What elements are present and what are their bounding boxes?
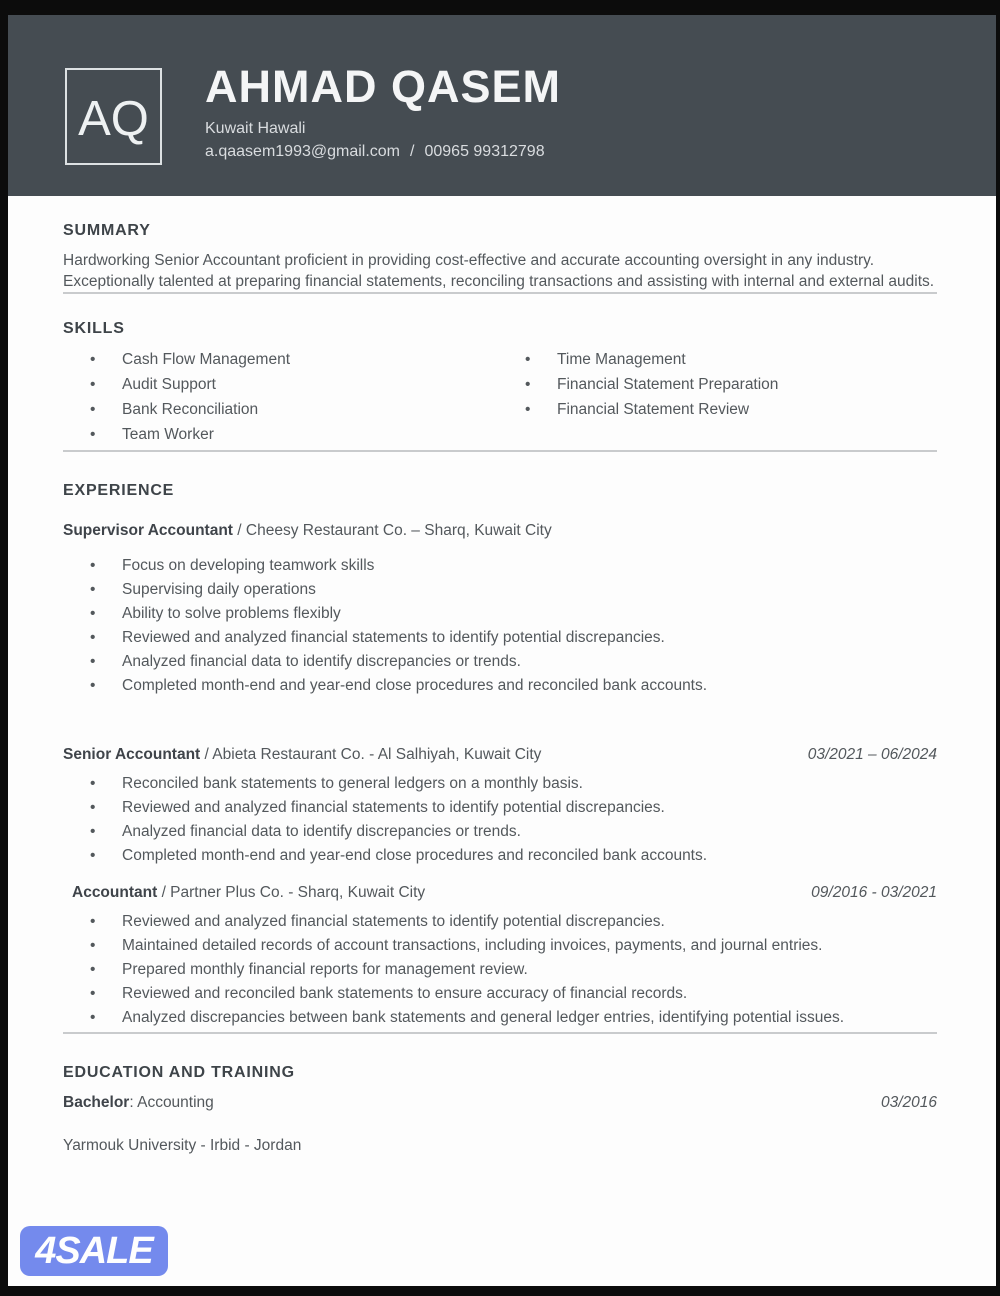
job-bullet: • Reconciled bank statements to general ledgers on a monthly basis. bbox=[63, 774, 937, 794]
skill-item: • Cash Flow Management bbox=[63, 350, 498, 370]
job-title-text bbox=[63, 746, 541, 764]
job-bullet: • Reviewed and analyzed financial statements to identify potential discrepancies. bbox=[63, 798, 937, 818]
degree-name: Bachelor bbox=[63, 1094, 130, 1111]
skills-columns bbox=[63, 350, 937, 450]
job-title-text bbox=[72, 884, 425, 902]
experience-section bbox=[63, 452, 937, 1028]
person-name: AHMAD QASEM bbox=[205, 61, 561, 112]
job-title-line bbox=[63, 746, 937, 764]
person-location: Kuwait Hawali bbox=[205, 120, 306, 137]
resume-body bbox=[8, 196, 996, 1155]
job-bullet: • Reviewed and reconciled bank statements to ensure accuracy of financial records. bbox=[63, 984, 937, 1004]
resume-header bbox=[8, 15, 996, 196]
education-section bbox=[63, 1034, 937, 1155]
job-title-line bbox=[63, 884, 937, 902]
job-title-text bbox=[63, 522, 552, 540]
job-company: / Cheesy Restaurant Co. – Sharq, Kuwait City bbox=[237, 522, 552, 539]
skill-item: • Audit Support bbox=[63, 375, 498, 395]
phone-text: 00965 99312798 bbox=[424, 143, 545, 160]
email-text: a.qaasem1993@gmail.com bbox=[205, 143, 401, 160]
monogram-initials: AQ bbox=[78, 91, 149, 146]
job-dates: 03/2021 – 06/2024 bbox=[807, 746, 937, 763]
job-bullet-list bbox=[63, 774, 937, 866]
job-title: Supervisor Accountant bbox=[63, 522, 233, 539]
experience-heading: EXPERIENCE bbox=[63, 482, 175, 499]
skills-right-column bbox=[498, 350, 937, 450]
skills-heading: SKILLS bbox=[63, 320, 125, 337]
contact-separator: / bbox=[410, 143, 415, 160]
job-bullet-list bbox=[63, 912, 937, 1028]
job-bullet: • Supervising daily operations bbox=[63, 580, 937, 600]
job-bullet: • Ability to solve problems flexibly bbox=[63, 604, 937, 624]
job-company: / Abieta Restaurant Co. - Al Salhiyah, Kuwait City bbox=[204, 746, 542, 763]
education-school: Yarmouk University - Irbid - Jordan bbox=[63, 1137, 302, 1154]
monogram-badge bbox=[65, 68, 162, 165]
header-text-block bbox=[205, 61, 561, 161]
job-title: Accountant bbox=[72, 884, 158, 901]
experience-job bbox=[63, 522, 937, 696]
job-dates: 09/2016 - 03/2021 bbox=[811, 884, 937, 901]
job-bullet: • Analyzed discrepancies between bank statements and general ledger entries, identifying potential issues. bbox=[63, 1008, 937, 1028]
education-date: 03/2016 bbox=[880, 1094, 937, 1111]
education-degree-text bbox=[63, 1094, 214, 1112]
job-bullet: • Focus on developing teamwork skills bbox=[63, 556, 937, 576]
skill-item: • Financial Statement Review bbox=[498, 400, 937, 420]
skill-item: • Time Management bbox=[498, 350, 937, 370]
job-bullet: • Maintained detailed records of account transactions, including invoices, payments, and journal entries. bbox=[63, 936, 937, 956]
skill-item: • Team Worker bbox=[63, 425, 498, 445]
skill-item: • Bank Reconciliation bbox=[63, 400, 498, 420]
job-title-line bbox=[63, 522, 937, 540]
summary-heading: SUMMARY bbox=[63, 222, 151, 239]
job-bullet: • Prepared monthly financial reports for management review. bbox=[63, 960, 937, 980]
watermark-4sale-badge bbox=[20, 1226, 168, 1276]
job-bullet: • Completed month-end and year-end close procedures and reconciled bank accounts. bbox=[63, 676, 937, 696]
summary-text: Hardworking Senior Accountant proficient in providing cost-effective and accurate accounting oversight in any industry. Exceptionally talented at preparing financial statements, reconciling transactions and assisting with internal and external audits. bbox=[63, 252, 935, 290]
job-bullet: • Reviewed and analyzed financial statements to identify potential discrepancies. bbox=[63, 628, 937, 648]
experience-job bbox=[63, 884, 937, 1028]
person-contact bbox=[205, 143, 561, 161]
job-bullet: • Analyzed financial data to identify discrepancies or trends. bbox=[63, 822, 937, 842]
job-bullet: • Analyzed financial data to identify discrepancies or trends. bbox=[63, 652, 937, 672]
skill-item: • Financial Statement Preparation bbox=[498, 375, 937, 395]
experience-job bbox=[63, 746, 937, 866]
watermark-label: 4SALE bbox=[35, 1229, 153, 1272]
degree-field: : Accounting bbox=[129, 1094, 214, 1111]
skills-section bbox=[63, 294, 937, 450]
job-bullet: • Completed month-end and year-end close procedures and reconciled bank accounts. bbox=[63, 846, 937, 866]
job-company: / Partner Plus Co. - Sharq, Kuwait City bbox=[161, 884, 426, 901]
job-bullet: • Reviewed and analyzed financial statements to identify potential discrepancies. bbox=[63, 912, 937, 932]
skills-left-column bbox=[63, 350, 498, 450]
job-title: Senior Accountant bbox=[63, 746, 201, 763]
education-heading: EDUCATION AND TRAINING bbox=[63, 1064, 295, 1081]
summary-section bbox=[63, 196, 937, 292]
education-degree-line bbox=[63, 1094, 937, 1112]
job-bullet-list bbox=[63, 556, 937, 696]
